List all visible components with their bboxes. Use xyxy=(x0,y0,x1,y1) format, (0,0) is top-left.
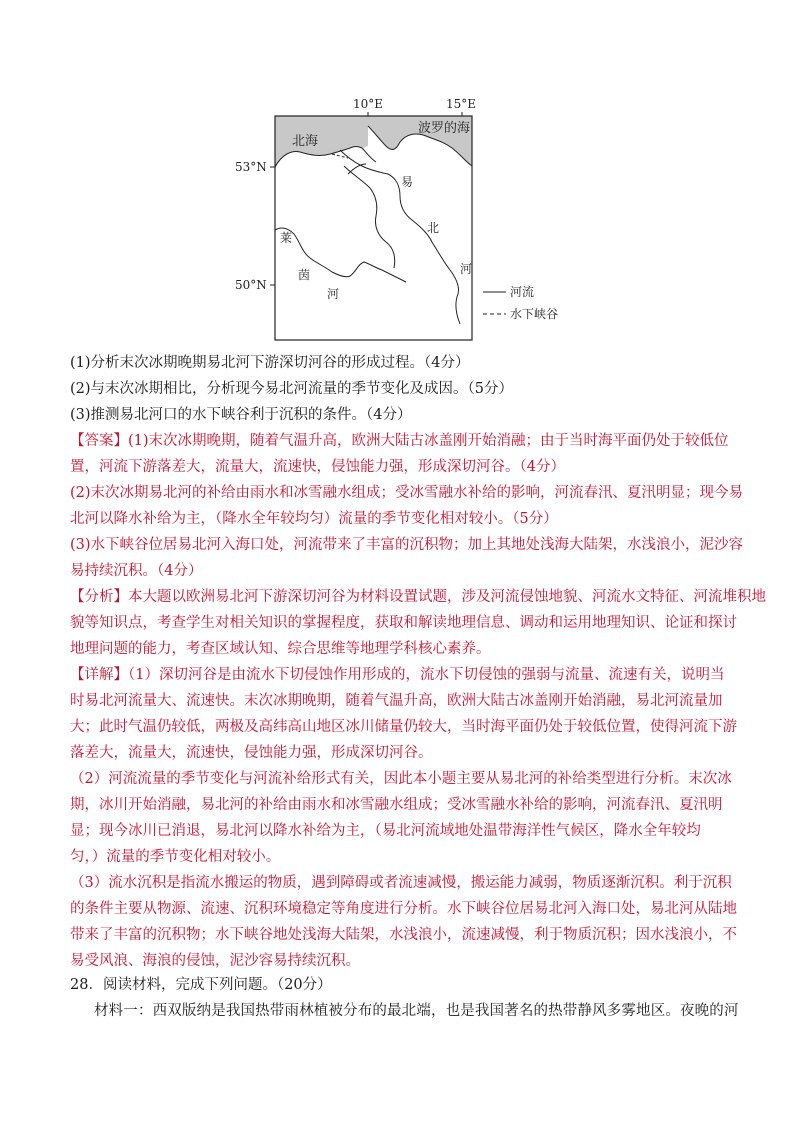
detail-line-8: 匀，）流量的季节变化相对较小。 xyxy=(70,849,281,865)
rhine-label-1: 莱 xyxy=(280,231,293,245)
elbe-river xyxy=(340,150,460,324)
analysis-tag: 【分析】 xyxy=(70,589,128,605)
analysis-line-1: 【分析】本大题以欧洲易北河下游深切河谷为材料设置试题，涉及河流侵蚀地貌、河流水文特征、河流堆积地 xyxy=(70,589,766,605)
rhine-label-3: 河 xyxy=(327,287,340,301)
legend-river-label: 河流 xyxy=(510,285,535,299)
analysis-line-2: 貌等知识点，考查学生对相关知识的掌握程度，获取和解读地理信息、调动和运用地理知识、论证和探讨 xyxy=(70,615,737,631)
elbe-label-1: 易 xyxy=(401,175,414,189)
detail-line-7: 显；现今冰川已消退，易北河以降水补给为主，（易北河流域地处温带海洋性气候区，降水全年较均 xyxy=(70,823,701,839)
answer-line-3: (2)末次冰期易北河的补给由雨水和冰雪融水组成；受冰雪融水补给的影响，河流春汛、夏汛明显；现今易 xyxy=(70,485,744,501)
lon-label-10e: 10°E xyxy=(353,97,384,111)
legend-canyon-label: 水下峡谷 xyxy=(510,307,559,321)
north-sea-label: 北海 xyxy=(292,134,319,149)
lon-label-15e: 15°E xyxy=(446,97,477,111)
question-content xyxy=(70,350,766,974)
detail-line-12: 易受风浪、海浪的侵蚀，泥沙容易持续沉积。 xyxy=(70,953,360,969)
north-sea-area xyxy=(275,116,368,167)
detail-line-3: 大；此时气温仍较低，两极及高纬高山地区冰川储量仍较大，当时海平面仍处于较低位置，使得河流下游 xyxy=(70,719,737,735)
detail-line-5: （2）河流流量的季节变化与河流补给形式有关，因此本小题主要从易北河的补给类型进行分析。末次冰 xyxy=(70,771,732,787)
answer-line-2: 置，河流下游落差大，流量大，流速快，侵蚀能力强，形成深切河谷。（4分） xyxy=(70,459,565,475)
elbe-tributary xyxy=(344,166,395,268)
question-28-title: 28．阅读材料，完成下列问题。（20分） xyxy=(70,977,332,993)
question-2: (2)与末次冰期相比，分析现今易北河流量的季节变化及成因。（5分） xyxy=(70,381,514,397)
detail-line-4: 落差大，流量大，流速快，侵蚀能力强，形成深切河谷。 xyxy=(70,745,433,761)
answer-line-4: 北河以降水补给为主，（降水全年较均匀）流量的季节变化相对较小。（5分） xyxy=(70,511,558,527)
rhine-label-2: 茵 xyxy=(298,268,311,282)
lat-label-53n: 53°N xyxy=(235,160,267,174)
question-1: (1)分析末次冰期晚期易北河下游深切河谷的形成过程。（4分） xyxy=(70,355,470,371)
answer-line-1: 【答案】(1)末次冰期晚期，随着气温升高，欧洲大陆古冰盖刚开始消融；由于当时海平面仍处于较低位 xyxy=(70,433,729,449)
answer-line-6: 易持续沉积。（4分） xyxy=(70,563,203,579)
elbe-label-2: 北 xyxy=(427,221,440,235)
elbe-map xyxy=(220,92,580,344)
analysis-line-3: 地理问题的能力，考查区域认知、综合思维等地理学科核心素养。 xyxy=(70,641,491,657)
rhine-river xyxy=(275,228,406,282)
detail-line-2: 时易北河流量大、流速快。末次冰期晚期，随着气温升高，欧洲大陆古冰盖刚开始消融，易北河流量加 xyxy=(70,693,723,709)
detail-line-6: 期，冰川开始消融，易北河的补给由雨水和冰雪融水组成；受冰雪融水补给的影响，河流春汛、夏汛明 xyxy=(70,797,723,813)
answer-tag: 【答案】 xyxy=(70,433,128,449)
detail-line-9: （3）流水沉积是指流水搬运的物质，遇到障碍或者流速减慢，搬运能力减弱，物质逐渐沉积。利于沉积 xyxy=(70,875,732,891)
elbe-label-3: 河 xyxy=(460,262,473,276)
baltic-sea-label: 波罗的海 xyxy=(418,121,471,136)
detail-line-11: 带来了丰富的沉积物；水下峡谷地处浅海大陆架，水浅浪小，流速减慢，利于物质沉积；因水浅浪小，不 xyxy=(70,927,737,943)
material-1-text: 材料一：西双版纳是我国热带雨林植被分布的最北端，也是我国著名的热带静风多雾地区。夜晚的河 xyxy=(94,1003,739,1019)
lat-label-50n: 50°N xyxy=(235,278,267,292)
question-3: (3)推测易北河口的水下峡谷利于沉积的条件。（4分） xyxy=(70,407,412,423)
detail-tag: 【详解】 xyxy=(70,667,128,683)
answer-line-5: (3)水下峡谷位居易北河入海口处，河流带来了丰富的沉积物；加上其地处浅海大陆架，水浅浪小，泥沙容 xyxy=(70,537,744,553)
detail-line-1: 【详解】（1）深切河谷是由流水下切侵蚀作用形成的，流水下切侵蚀的强弱与流量、流速有关，说明当 xyxy=(70,667,725,683)
detail-line-10: 的条件主要从物源、流速、沉积环境稳定等角度进行分析。水下峡谷位居易北河入海口处，易北河从陆地 xyxy=(70,901,737,917)
